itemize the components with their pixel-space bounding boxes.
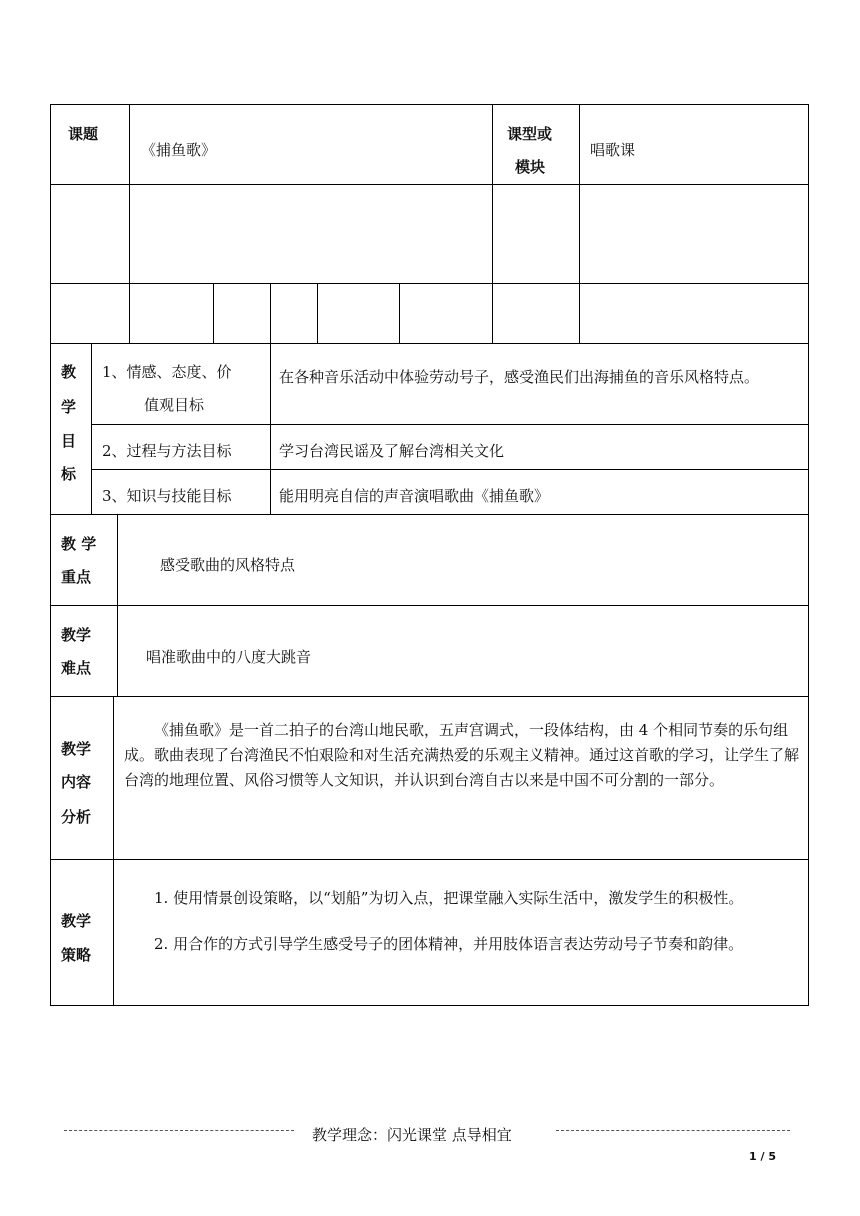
objective-3-content: 能用明亮自信的声音演唱歌曲《捕鱼歌》 xyxy=(279,487,550,505)
footer-divider-left xyxy=(64,1130,294,1131)
objective-1-name-line2: 值观目标 xyxy=(144,396,205,414)
objective-1-name-line1: 1、情感、态度、价 xyxy=(102,363,232,381)
analysis-label-line3: 分析 xyxy=(61,808,92,826)
type-label-line2: 模块 xyxy=(515,158,546,176)
objective-3-name: 3、知识与技能目标 xyxy=(102,487,232,505)
footer-divider-right xyxy=(556,1130,790,1131)
strategy-item-1: 1. 使用情景创设策略，以“划船”为切入点，把课堂融入实际生活中，激发学生的积极性。 xyxy=(154,889,744,907)
key-point-label-line1: 教 学 xyxy=(61,535,97,553)
analysis-content: 《捕鱼歌》是一首二拍子的台湾山地民歌，五声宫调式，一段体结构，由 4 个相同节奏的乐句组成。歌曲表现了台湾渔民不怕艰险和对生活充满热爱的乐观主义精神。通过这首歌的学习，让学生了解台湾的地理位置、风俗习惯等人文知识，并认识到台湾自古以来是中国不可分割的一部分。 xyxy=(124,721,800,789)
analysis-label-line1: 教学 xyxy=(61,740,92,758)
objective-2-content: 学习台湾民谣及了解台湾相关文化 xyxy=(279,442,505,460)
difficulty-content: 唱准歌曲中的八度大跳音 xyxy=(146,648,312,666)
type-label-line1: 课型或 xyxy=(507,125,553,143)
strategy-label-line2: 策略 xyxy=(61,946,92,964)
key-point-label-line2: 重点 xyxy=(61,568,92,586)
strategy-item-2: 2. 用合作的方式引导学生感受号子的团体精神，并用肢体语言表达劳动号子节奏和韵律。 xyxy=(154,935,744,953)
difficulty-label-line1: 教学 xyxy=(61,626,92,644)
page-number: 1 / 5 xyxy=(749,1150,776,1163)
objective-2-name: 2、过程与方法目标 xyxy=(102,442,232,460)
strategy-label-line1: 教学 xyxy=(61,912,92,930)
type-value: 唱歌课 xyxy=(590,141,636,159)
topic-value: 《捕鱼歌》 xyxy=(141,141,217,159)
objective-1-content: 在各种音乐活动中体验劳动号子，感受渔民们出海捕鱼的音乐风格特点。 xyxy=(279,368,760,386)
analysis-label-line2: 内容 xyxy=(61,773,92,791)
key-point-content: 感受歌曲的风格特点 xyxy=(160,556,296,574)
difficulty-label-line2: 难点 xyxy=(61,659,92,677)
topic-label: 课题 xyxy=(68,125,99,143)
footer-motto: 教学理念：闪光课堂 点导相宜 xyxy=(312,1126,512,1144)
